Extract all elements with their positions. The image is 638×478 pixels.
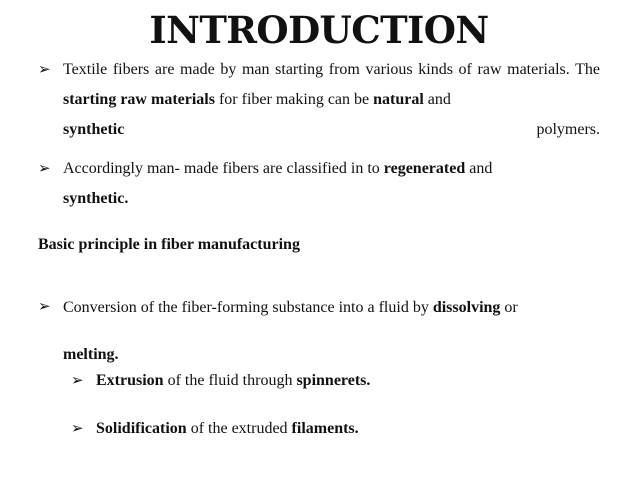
bold-run: Solidification (96, 420, 187, 437)
bold-run: synthetic (63, 121, 125, 138)
bold-run: synthetic. (63, 190, 129, 207)
sub-bullet-solidification (71, 414, 591, 444)
bullet-paragraph-textile-fibers (38, 55, 600, 151)
bold-run: spinnerets. (296, 372, 371, 389)
text-run: of the fluid through (163, 372, 297, 389)
text-run: Accordingly man- made fibers are classified in to (63, 160, 384, 177)
text-run: and (465, 160, 493, 177)
arrow-bullet-icon: ➢ (38, 62, 51, 78)
section-heading: Basic principle in fiber manufacturing (38, 236, 300, 253)
arrow-bullet-icon: ➢ (38, 161, 51, 177)
bold-run: melting. (63, 346, 119, 363)
text-run: for fiber making can be (214, 91, 374, 108)
bold-run: regenerated (383, 160, 466, 177)
bold-run: filaments. (291, 420, 359, 437)
bold-run: Extrusion (96, 372, 164, 389)
bold-run: starting raw materials (63, 91, 215, 108)
text-run: Conversion of the fiber-forming substance into a fluid by (63, 299, 433, 316)
arrow-bullet-icon: ➢ (38, 299, 51, 315)
bold-run: dissolving (432, 299, 501, 316)
bullet-paragraph-classification (38, 154, 600, 216)
arrow-bullet-icon: ➢ (71, 421, 84, 437)
text-run: of the extruded (186, 420, 292, 437)
sub-bullet-extrusion (71, 366, 591, 396)
bold-run: natural (373, 91, 424, 108)
slide-title: INTRODUCTION (149, 8, 489, 52)
text-run: polymers. (124, 121, 600, 138)
bullet-paragraph-conversion (38, 284, 600, 378)
text-run: or (500, 299, 518, 316)
text-run: and (423, 91, 451, 108)
text-run: Textile fibers are made by man starting from various kinds of raw materials. The (63, 61, 600, 78)
arrow-bullet-icon: ➢ (71, 373, 84, 389)
